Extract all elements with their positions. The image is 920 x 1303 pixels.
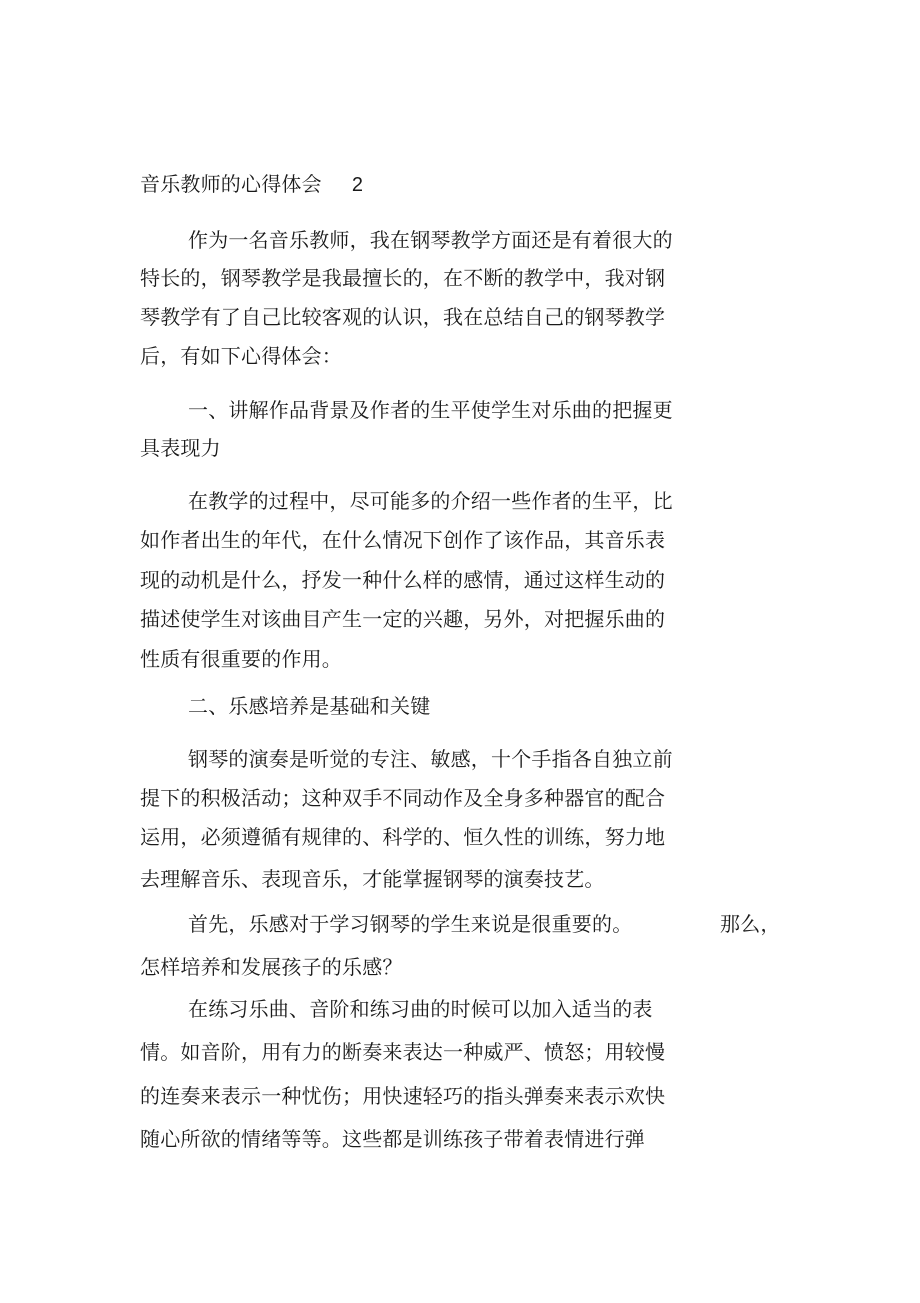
section2-body-line-4: 去理解音乐、表现音乐，才能掌握钢琴的演奏技艺。 — [140, 867, 605, 891]
practice-line-3: 的连奏来表示一种忧伤；用快速轻巧的指头弹奏来表示欢快 — [140, 1084, 666, 1108]
title-text: 音乐教师的心得体会 — [140, 172, 322, 196]
intro-line-2: 特长的，钢琴教学是我最擅长的，在不断的教学中，我对钢 — [140, 266, 666, 290]
section2-body-line-2: 提下的积极活动；这种双手不同动作及全身多种器官的配合 — [140, 786, 666, 810]
section1-body-line-4: 描述使学生对该曲目产生一定的兴趣，另外，对把握乐曲的 — [140, 607, 666, 631]
first-paragraph-line-1-right: 那么， — [720, 912, 781, 936]
intro-line-3: 琴教学有了自己比较客观的认识，我在总结自己的钢琴教学 — [140, 305, 666, 329]
section2-body-line-1: 钢琴的演奏是听觉的专注、敏感，十个手指各自独立前 — [188, 747, 673, 771]
practice-line-4: 随心所欲的情绪等等。这些都是训练孩子带着表情进行弹 — [140, 1127, 645, 1151]
first-paragraph-line-2: 怎样培养和发展孩子的乐感？ — [140, 955, 403, 979]
section1-heading-line-1: 一、讲解作品背景及作者的生平使学生对乐曲的把握更 — [188, 398, 673, 422]
practice-line-2: 情。如音阶，用有力的断奏来表达一种威严、愤怒；用较慢 — [140, 1040, 666, 1064]
section1-body-line-3: 现的动机是什么，抒发一种什么样的感情，通过这样生动的 — [140, 568, 666, 592]
section1-heading-line-2: 具表现力 — [140, 436, 221, 460]
document-title — [140, 171, 363, 198]
intro-line-4: 后，有如下心得体会： — [140, 344, 342, 368]
title-number: 2 — [351, 174, 364, 196]
section1-body-line-2: 如作者出生的年代，在什么情况下创作了该作品，其音乐表 — [140, 528, 666, 552]
section1-body-line-5: 性质有很重要的作用。 — [140, 647, 342, 671]
first-paragraph-line-1-left: 首先，乐感对于学习钢琴的学生来说是很重要的。 — [188, 912, 633, 936]
section2-body-line-3: 运用，必须遵循有规律的、科学的、恒久性的训练，努力地 — [140, 825, 666, 849]
intro-line-1: 作为一名音乐教师，我在钢琴教学方面还是有着很大的 — [188, 228, 673, 252]
practice-line-1: 在练习乐曲、音阶和练习曲的时候可以加入适当的表 — [188, 997, 653, 1021]
section2-heading: 二、乐感培养是基础和关键 — [188, 694, 431, 718]
section1-body-line-1: 在教学的过程中，尽可能多的介绍一些作者的生平，比 — [188, 489, 673, 513]
